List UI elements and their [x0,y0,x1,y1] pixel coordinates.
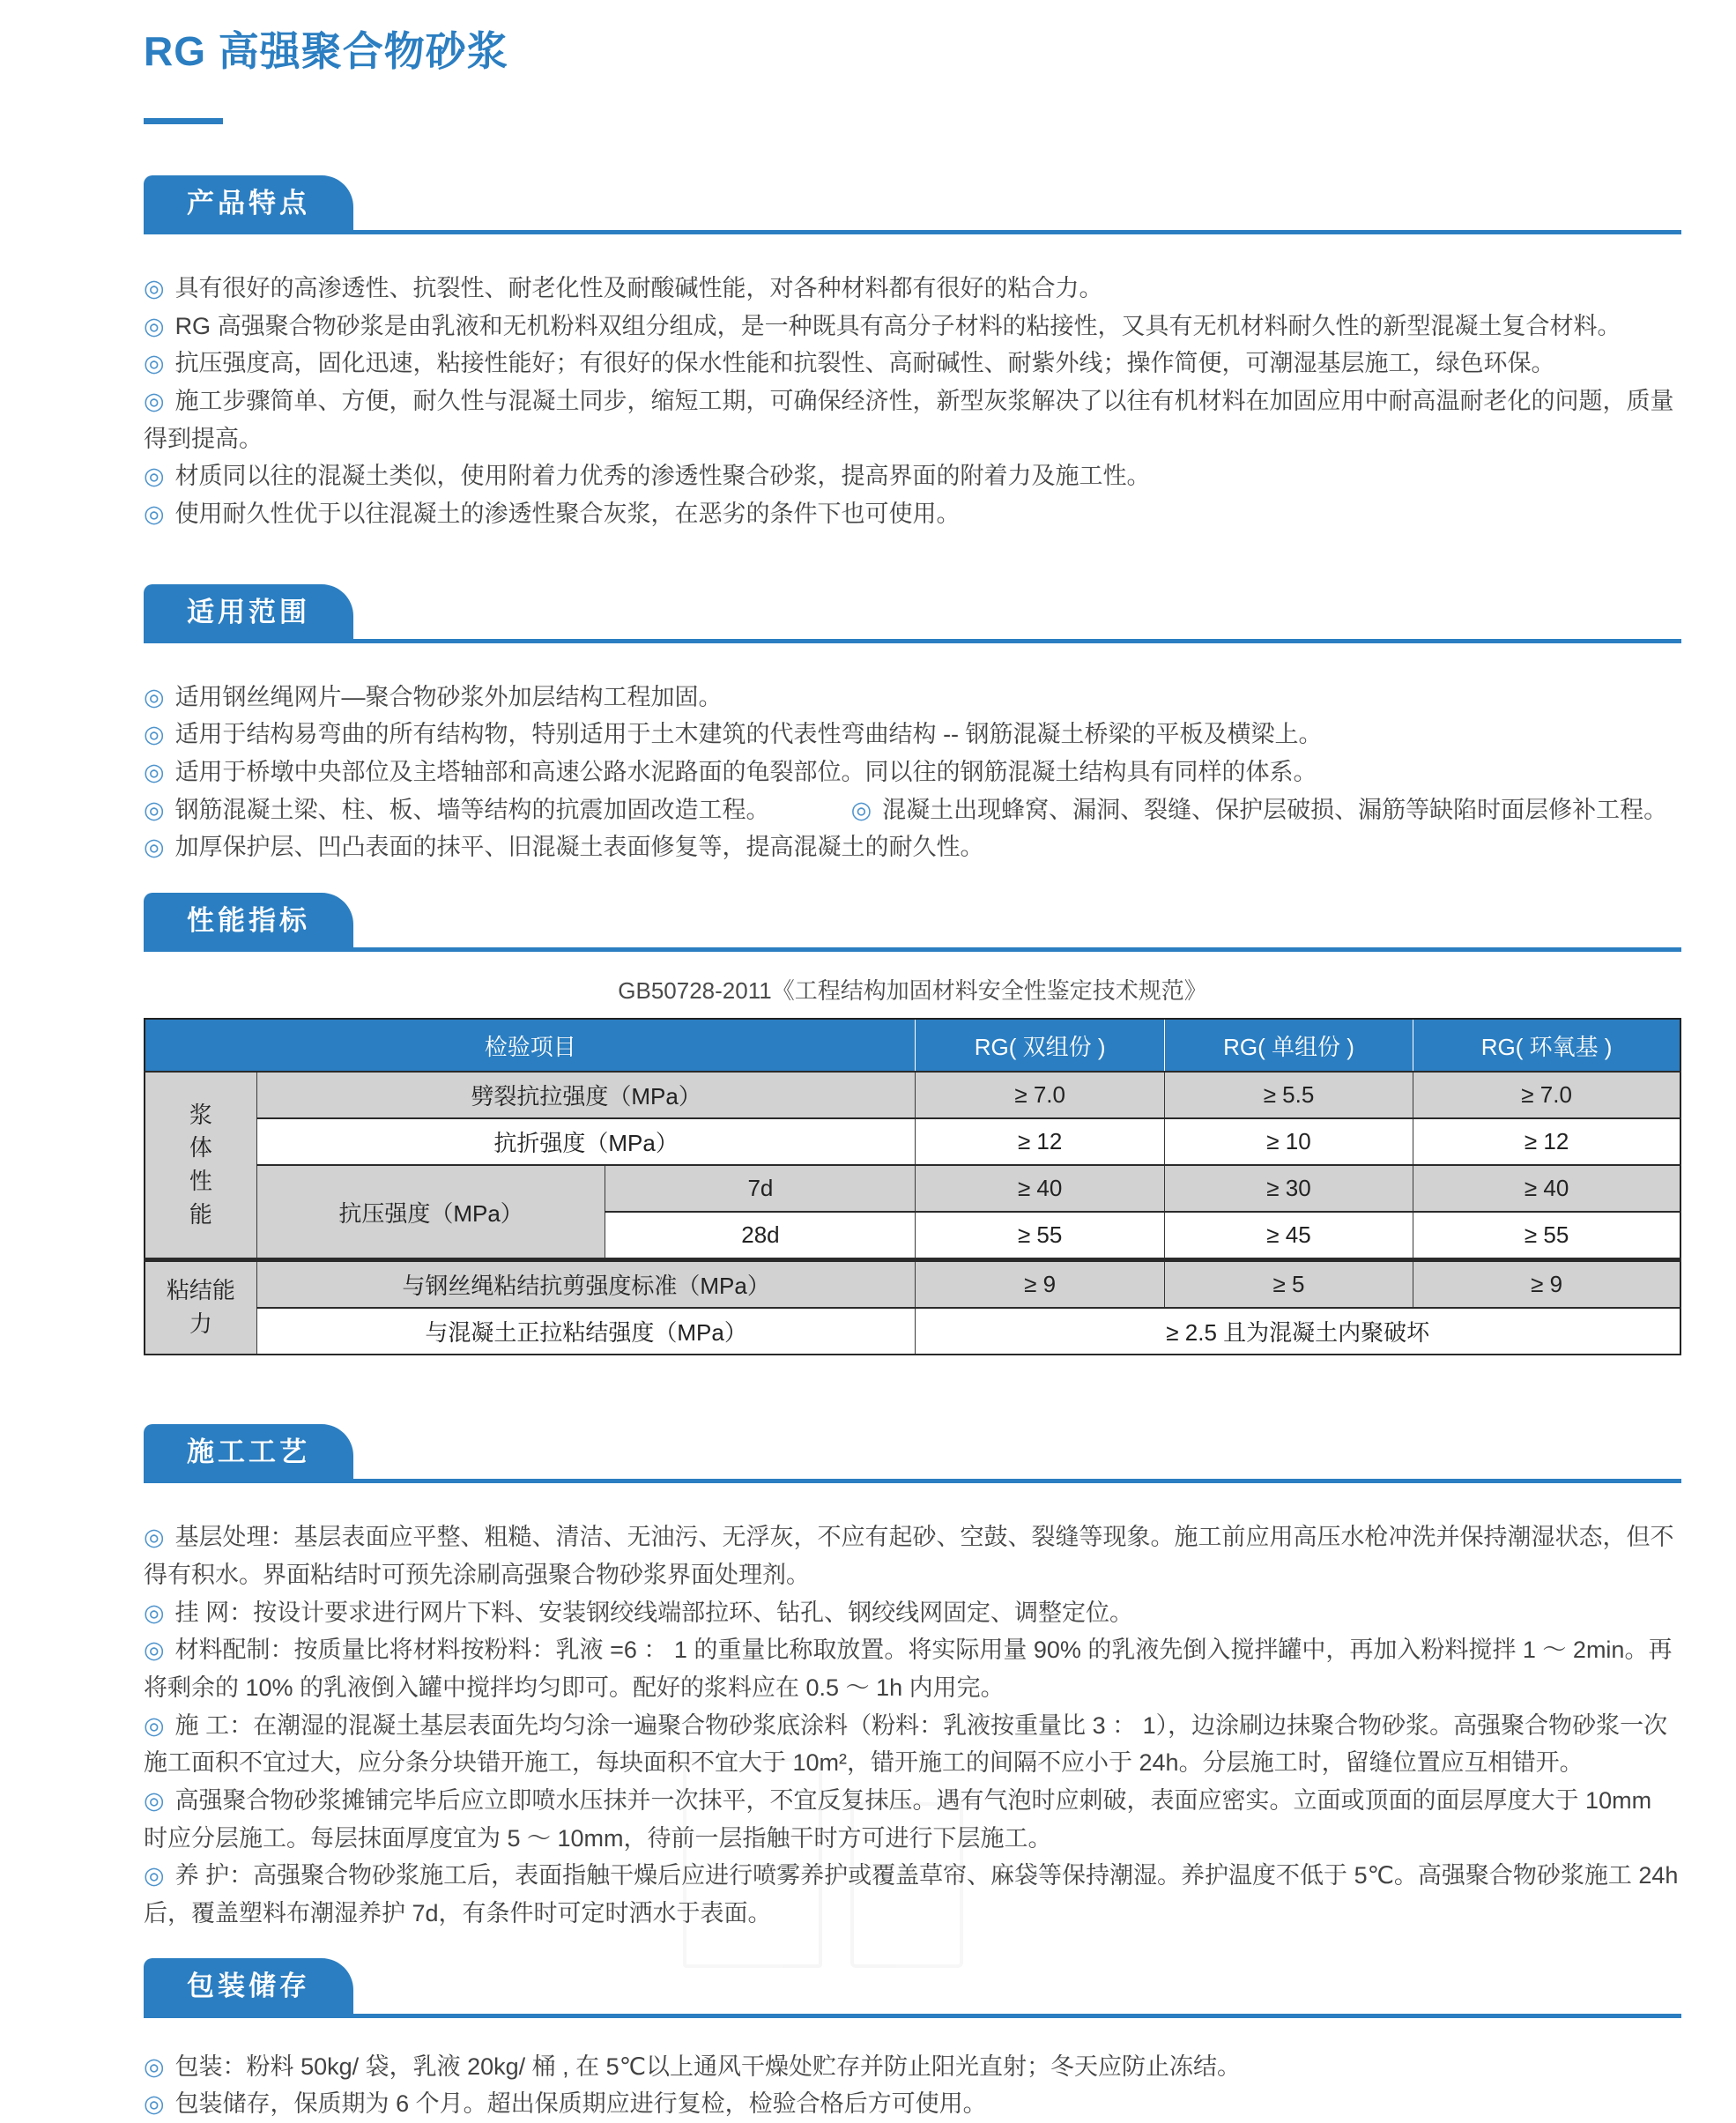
value-cell: ≥ 45 [1164,1212,1413,1260]
bullet-icon: ◎ [144,2090,165,2118]
performance-table [144,1018,1681,1355]
list-item [144,679,1681,716]
section-header-performance [144,893,1681,952]
bullet-text: 混凝土出现蜂窝、漏洞、裂缝、保护层破损、漏筋等缺陷时面层修补工程。 [882,796,1668,823]
bullet-icon: ◎ [144,1711,165,1739]
section-badge-performance: 性能指标 [144,893,353,947]
list-item [144,828,1681,866]
value-cell: ≥ 12 [916,1118,1164,1165]
list-item [144,382,1681,457]
bullet-icon: ◎ [144,312,165,339]
bullet-text: 施工步骤简单、方便，耐久性与混凝土同步，缩短工期，可确保经济性，新型灰浆解决了以往有机材料在加固应用中耐高温耐老化的问题，质量得到提高。 [144,388,1674,452]
value-cell: ≥ 12 [1413,1118,1680,1165]
row-group-label: 浆 体 性 能 [145,1072,256,1260]
bullet-text: 挂 网：按设计要求进行网片下料、安装钢绞线端部拉环、钻孔、钢绞线网固定、调整定位。 [174,1599,1134,1626]
value-cell: ≥ 5.5 [1164,1072,1413,1118]
list-item [144,716,1681,753]
value-cell: ≥ 55 [1413,1212,1680,1260]
bullet-text: 适用于结构易弯曲的所有结构物，特别适用于土木建筑的代表性弯曲结构 -- 钢筋混凝土桥梁的平板及横梁上。 [174,721,1323,748]
bullet-text: 基层处理：基层表面应平整、粗糙、清洁、无油污、无浮灰，不应有起砂、空鼓、裂缝等现象。施工前应用高压水枪冲洗并保持潮湿状态，但不得有积水。界面粘结时可预先涂刷高强聚合物砂浆界面处理剂。 [144,1524,1674,1588]
list-item [144,1857,1681,1932]
value-cell-span: ≥ 2.5 且为混凝土内聚破坏 [916,1308,1680,1355]
column-header: 检验项目 [145,1019,916,1072]
column-header: RG( 单组份 ) [1164,1019,1413,1072]
value-cell: ≥ 10 [1164,1118,1413,1165]
list-item [144,1707,1681,1782]
value-cell: ≥ 7.0 [1413,1072,1680,1118]
bullet-icon: ◎ [144,388,165,415]
test-item-cell: 与混凝土正拉粘结强度（MPa） [256,1308,916,1355]
value-cell: ≥ 55 [916,1212,1164,1260]
bullet-icon: ◎ [144,1524,165,1551]
bullet-icon: ◎ [850,796,872,823]
list-item [144,753,1681,791]
table-caption: GB50728-2011《工程结构加固材料安全性鉴定技术规范》 [618,977,1207,1005]
row-group-label: 粘结能 力 [145,1260,256,1355]
bullet-text: 材料配制：按质量比将材料按粉料：乳液 =6 ： 1 的重量比称取放置。将实际用量 90% 的乳液先倒入搅拌罐中，再加入粉料搅拌 1 ～ 2min。再将剩余的 10% 的乳液倒入罐中搅拌均匀即可。配好的浆料应在 0.5 ～ 1h 内用完。 [144,1637,1673,1701]
section-header-features [144,175,1681,234]
title-underline [144,118,223,124]
bullet-text: 材质同以往的混凝土类似，使用附着力优秀的渗透性聚合砂浆，提高界面的附着力及施工性。 [174,463,1151,490]
table-row [145,1165,1680,1212]
features-list [144,234,1681,533]
bullet-icon: ◎ [144,834,165,861]
list-item-double [144,791,1681,829]
value-cell: ≥ 7.0 [916,1072,1164,1118]
age-cell: 7d [605,1165,916,1212]
bullet-text: 施 工：在潮湿的混凝土基层表面先均匀涂一遍聚合物砂浆底涂料（粉料：乳液按重量比 3 ： 1），边涂刷边抹聚合物砂浆。高强聚合物砂浆一次施工面积不宜过大，应分条分块错开施工，每块面积不宜大于 10m²，错开施工的间隔不应小于 24h。分层施工时，留缝位置应互相错开。 [144,1711,1668,1777]
value-cell: ≥ 9 [1413,1260,1680,1309]
bullet-text: 养 护：高强聚合物砂浆施工后，表面指触干燥后应进行喷雾养护或覆盖草帘、麻袋等保持潮湿。养护温度不低于 5℃。高强聚合物砂浆施工 24h 后，覆盖塑料布潮湿养护 7d，有条件时可定时洒水于表面。 [144,1862,1679,1926]
bullet-text: 加厚保护层、凹凸表面的抹平、旧混凝土表面修复等，提高混凝土的耐久性。 [174,834,984,861]
section-header-scope [144,584,1681,643]
scope-list [144,643,1681,866]
section-badge-features: 产品特点 [144,175,353,230]
bullet-icon: ◎ [144,1786,165,1814]
list-item [144,457,1681,495]
bullet-text: 抗压强度高，固化迅速，粘接性能好；有很好的保水性能和抗裂性、高耐碱性、耐紫外线；操作简便，可潮湿基层施工，绿色环保。 [174,350,1555,377]
value-cell: ≥ 40 [1413,1165,1680,1212]
value-cell: ≥ 9 [916,1260,1164,1309]
bullet-text: 包装：粉料 50kg/ 袋，乳液 20kg/ 桶 , 在 5℃以上通风干燥处贮存并防止阳光直射；冬天应防止冻结。 [174,2052,1242,2080]
bullet-icon: ◎ [144,350,165,377]
bullet-text: 高强聚合物砂浆摊铺完毕后应立即喷水压抹并一次抹平，不宜反复抹压。遇有气泡时应刺破，表面应密实。立面或顶面的面层厚度大于 10mm 时应分层施工。每层抹面厚度宜为 5 ～ 10mm，待前一层指触干时方可进行下层施工。 [144,1786,1652,1852]
bullet-icon: ◎ [144,2052,165,2080]
list-item [144,2085,1681,2123]
bullet-icon: ◎ [144,721,165,748]
section-badge-process: 施工工艺 [144,1424,353,1479]
age-cell: 28d [605,1212,916,1260]
value-cell: ≥ 5 [1164,1260,1413,1309]
bullet-text: 钢筋混凝土梁、柱、板、墙等结构的抗震加固改造工程。 [174,796,770,823]
column-header: RG( 双组份 ) [916,1019,1164,1072]
section-header-packaging [144,1958,1681,2017]
bullet-icon: ◎ [144,1637,165,1664]
bullet-icon: ◎ [144,796,165,823]
test-item-cell: 抗压强度（MPa） [256,1165,605,1260]
value-cell: ≥ 40 [916,1165,1164,1212]
section-header-process [144,1424,1681,1483]
list-item [144,270,1681,308]
table-row [145,1260,1680,1309]
column-header: RG( 环氧基 ) [1413,1019,1680,1072]
bullet-text: 包装储存，保质期为 6 个月。超出保质期应进行复检，检验合格后方可使用。 [174,2090,987,2118]
table-row [145,1118,1680,1165]
bullet-text: 具有很好的高渗透性、抗裂性、耐老化性及耐酸碱性能，对各种材料都有很好的粘合力。 [174,275,1103,302]
bullet-icon: ◎ [144,759,165,786]
list-item [144,1594,1681,1632]
table-header-row [145,1019,1680,1072]
table-row [145,1308,1680,1355]
list-item [144,2048,1681,2086]
list-item [144,495,1681,533]
list-item [144,1518,1681,1593]
bullet-icon: ◎ [144,1599,165,1626]
bullet-icon: ◎ [144,463,165,490]
section-badge-packaging: 包装储存 [144,1958,353,2013]
page-title: RG 高强聚合物砂浆 [144,28,508,74]
list-item [144,308,1681,345]
bullet-icon: ◎ [144,1862,165,1889]
bullet-icon: ◎ [144,501,165,528]
process-list [144,1483,1681,1932]
bullet-text: RG 高强聚合物砂浆是由乳液和无机粉料双组分组成，是一种既具有高分子材料的粘接性，又具有无机材料耐久性的新型混凝土复合材料。 [174,312,1621,339]
test-item-cell: 与钢丝绳粘结抗剪强度标准（MPa） [256,1260,916,1309]
bullet-text: 适用钢丝绳网片—聚合物砂浆外加层结构工程加固。 [174,683,723,710]
section-badge-scope: 适用范围 [144,584,353,639]
list-item [144,345,1681,382]
packaging-list [144,2018,1681,2123]
bullet-icon: ◎ [144,275,165,302]
test-item-cell: 劈裂抗拉强度（MPa） [256,1072,916,1118]
list-item [144,1631,1681,1706]
value-cell: ≥ 30 [1164,1165,1413,1212]
bullet-text: 使用耐久性优于以往混凝土的渗透性聚合灰浆，在恶劣的条件下也可使用。 [174,501,961,528]
test-item-cell: 抗折强度（MPa） [256,1118,916,1165]
bullet-icon: ◎ [144,683,165,710]
bullet-text: 适用于桥墩中央部位及主塔轴部和高速公路水泥路面的龟裂部位。同以往的钢筋混凝土结构具有同样的体系。 [174,759,1317,786]
table-row [145,1072,1680,1118]
list-item [144,1782,1681,1857]
